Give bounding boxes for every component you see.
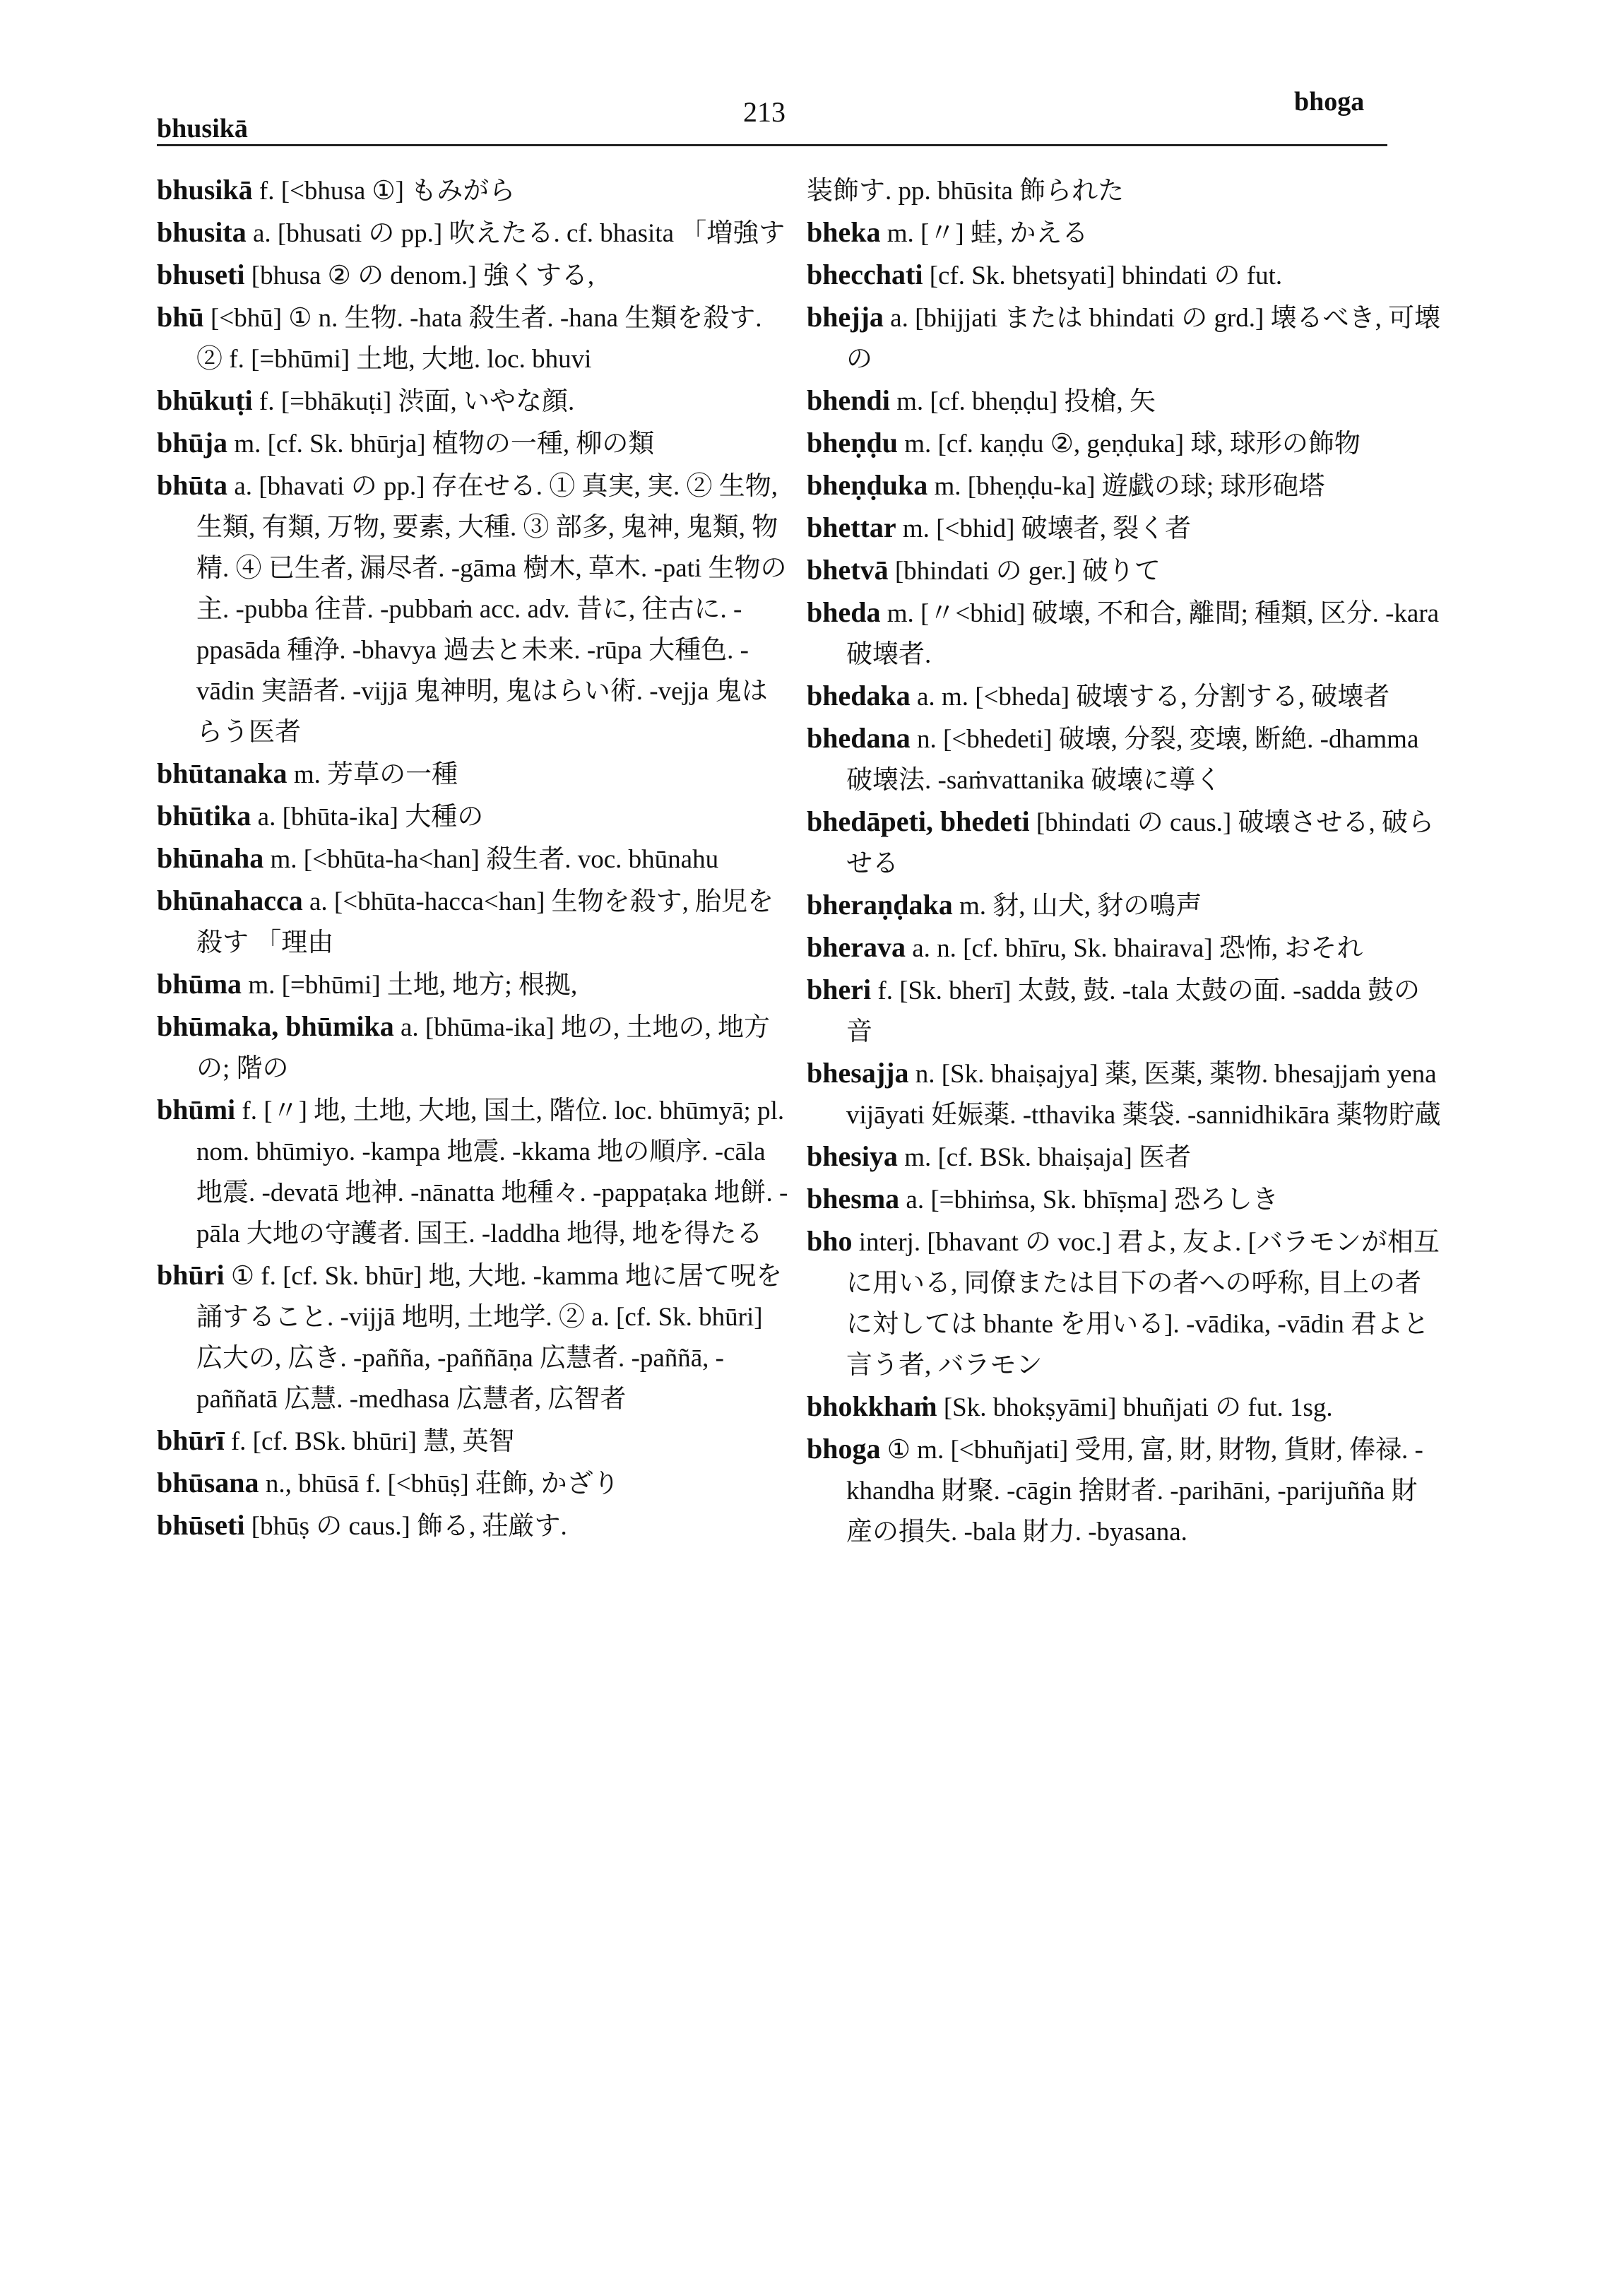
- dictionary-entry: [807, 1178, 1442, 1221]
- page-number: 213: [743, 96, 786, 128]
- entry-definition: m. [=bhūmi] 土地, 地方; 根拠,: [242, 971, 578, 1000]
- entry-definition: f. [<bhusa ①] もみがら: [252, 177, 516, 206]
- dictionary-entry: [807, 1136, 1442, 1178]
- entry-headword: bhūrī: [157, 1424, 225, 1456]
- entry-definition: f. [cf. BSk. bhūri] 慧, 英智: [224, 1427, 515, 1456]
- entry-definition: m. [<bhūta-ha<han] 殺生者. voc. bhūnahu: [263, 845, 719, 874]
- dictionary-entry: [157, 212, 793, 254]
- dictionary-entry: [157, 964, 793, 1006]
- entry-headword: bhūsana: [157, 1467, 259, 1498]
- entry-headword: bhejja: [807, 301, 884, 333]
- header-rule: [157, 144, 1387, 146]
- dictionary-entry: [807, 675, 1442, 718]
- entry-definition: m. [<bhid] 破壊者, 裂く者: [896, 514, 1192, 543]
- dictionary-entry: [157, 753, 793, 796]
- entry-definition: f. [〃] 地, 土地, 大地, 国土, 階位. loc. bhūmyā; pl. nom. bhūmiyo. -kampa 地震. -kkama 地の順序. -cāla 地震. -devatā 地神. -nānatta 地種々. -pappaṭaka 地餅. -pāla 大地の守護者. 国王. -laddha 地得, 地を得たる: [196, 1096, 788, 1248]
- entry-headword: bheraṇḍaka: [807, 889, 953, 921]
- entry-definition: m. 豺, 山犬, 豺の鳴声: [952, 892, 1202, 921]
- entry-definition: a. [bhūma-ika] 地の, 土地の, 地方の; 階の: [196, 1013, 771, 1083]
- dictionary-entry: [807, 380, 1442, 422]
- entry-headword: bhūtika: [157, 800, 251, 832]
- entry-definition: m. [cf. bheṇḍu] 投槍, 矢: [889, 387, 1156, 416]
- entry-definition: m. [cf. BSk. bhaiṣaja] 医者: [897, 1143, 1192, 1172]
- dictionary-entry: [157, 1255, 793, 1420]
- entry-headword: bhuseti: [157, 259, 245, 290]
- entry-headword: bhokkhaṁ: [807, 1390, 937, 1422]
- entry-headword: bhedaka: [807, 680, 911, 711]
- entry-headword: bhū: [157, 301, 204, 333]
- dictionary-entry: [807, 1386, 1442, 1429]
- entry-definition: a. [=bhiṁsa, Sk. bhīṣma] 恐ろしき: [899, 1186, 1279, 1214]
- entry-definition: f. [Sk. bherī] 太鼓, 鼓. -tala 太鼓の面. -sadda 鼓の音: [846, 976, 1420, 1046]
- left-column: [157, 170, 793, 1547]
- entry-definition: a. [<bhūta-hacca<han] 生物を殺す, 胎児を殺す 「理由: [196, 887, 774, 957]
- entry-headword: bhedāpeti, bhedeti: [807, 805, 1030, 837]
- dictionary-entry: [807, 550, 1442, 592]
- dictionary-entry: [157, 1462, 793, 1505]
- dictionary-entry: [157, 465, 793, 753]
- entry-headword: bhendi: [807, 384, 890, 416]
- dictionary-entry: [807, 969, 1442, 1053]
- entry-headword: bheṇḍuka: [807, 469, 928, 501]
- entry-definition: m. [cf. kaṇḍu ②, geṇḍuka] 球, 球形の飾物: [897, 430, 1361, 459]
- dictionary-entry: [157, 380, 793, 422]
- entry-definition: m. [cf. Sk. bhūrja] 植物の一種, 柳の類: [227, 430, 655, 459]
- entry-definition: a. n. [cf. bhīru, Sk. bhairava] 恐怖, おそれ: [906, 934, 1363, 963]
- entry-definition: [<bhū] ① n. 生物. -hata 殺生者. -hana 生類を殺す. ② f. [=bhūmi] 土地, 大地. loc. bhuvi: [196, 304, 762, 374]
- entry-headword: bhesajja: [807, 1057, 909, 1089]
- entry-headword: bhūnaha: [157, 842, 264, 874]
- entry-headword: bhūseti: [157, 1509, 245, 1541]
- dictionary-entry: [807, 718, 1442, 801]
- dictionary-entry: [157, 297, 793, 380]
- entry-headword: bhettar: [807, 512, 896, 543]
- dictionary-entry: [807, 507, 1442, 550]
- entry-headword: bhusikā: [157, 174, 253, 206]
- dictionary-entry: [157, 838, 793, 880]
- entry-headword: bhetvā: [807, 554, 889, 586]
- entry-definition: n. [<bhedeti] 破壊, 分裂, 変壊, 断絶. -dhamma 破壊法. -saṁvattanika 破壊に導く: [846, 725, 1419, 795]
- dictionary-entry: [157, 1420, 793, 1462]
- dictionary-entry: [807, 885, 1442, 927]
- dictionary-entry: [157, 422, 793, 465]
- dictionary-entry: [157, 1006, 793, 1089]
- dictionary-entry: [807, 465, 1442, 507]
- entry-definition: m. 芳草の一種: [287, 760, 458, 789]
- entry-headword: bhusita: [157, 216, 247, 248]
- entry-definition: a. m. [<bheda] 破壊する, 分割する, 破壊者: [910, 682, 1390, 711]
- entry-definition: a. [bhusati の pp.] 吹えたる. cf. bhasita 「増強す: [246, 219, 786, 248]
- dictionary-entry: [157, 1089, 793, 1255]
- entry-headword: bhūma: [157, 968, 242, 1000]
- entry-definition: m. [〃<bhid] 破壊, 不和合, 離間; 種類, 区分. -kara 破壊者.: [846, 599, 1440, 669]
- entry-definition: a. [bhavati の pp.] 存在せる. ① 真実, 実. ② 生物, 生類, 有類, 万物, 要素, 大種. ③ 部多, 鬼神, 鬼類, 物精. ④ 已生者, 漏尽者. -gāma 樹木, 草木. -pati 生物の主. -pubba 往昔. -pubbaṁ acc. adv. 昔に, 往古に. -ppasāda 種浄. -bhavya 過去と未来. -rūpa 大種色. -vādin 実語者. -vijjā 鬼神明, 鬼はらい術. -vejja 鬼はらう医者: [196, 472, 787, 747]
- right-column: [807, 170, 1442, 1553]
- dictionary-entry: [807, 170, 1442, 212]
- dictionary-entry: [807, 801, 1442, 885]
- entry-headword: bhesma: [807, 1183, 900, 1214]
- dictionary-entry: [807, 422, 1442, 465]
- entry-definition: ① f. [cf. Sk. bhūr] 地, 大地. -kamma 地に居て呪を誦すること. -vijjā 地明, 土地学. ② a. [cf. Sk. bhūri] 広大の, 広き. -pañña, -paññāṇa 広慧者. -paññā, -paññatā 広慧. -medhasa 広慧者, 広智者: [196, 1262, 783, 1414]
- entry-definition: [bhindati の ger.] 破りて: [888, 557, 1161, 586]
- dictionary-entry: [807, 254, 1442, 297]
- dictionary-entry: [807, 212, 1442, 254]
- header-left-word: bhusikā: [157, 114, 248, 143]
- entry-headword: bhūri: [157, 1259, 225, 1291]
- entry-headword: bhūja: [157, 427, 228, 459]
- entry-headword: bhūkuṭi: [157, 384, 253, 416]
- entry-definition: m. [〃] 蛙, かえる: [880, 219, 1089, 248]
- entry-headword: bhecchati: [807, 259, 923, 290]
- header-right-word: bhoga: [1294, 87, 1365, 117]
- entry-definition: [bhusa ② の denom.] 強くする,: [244, 261, 595, 290]
- dictionary-entry: [807, 1221, 1442, 1386]
- entry-headword: bhūmaka, bhūmika: [157, 1010, 394, 1042]
- dictionary-entry: [807, 1053, 1442, 1136]
- entry-definition: [bhindati の caus.] 破壊させる, 破らせる: [846, 808, 1435, 878]
- entry-definition: f. [=bhākuṭi] 渋面, いやな顔.: [252, 387, 575, 416]
- entry-definition: 装飾す. pp. bhūsita 飾られた: [807, 177, 1125, 206]
- entry-headword: bhūta: [157, 469, 228, 501]
- entry-headword: bho: [807, 1225, 853, 1257]
- entry-definition: a. [bhijjati または bhindati の grd.] 壊るべき, 可壊の: [846, 304, 1441, 374]
- entry-headword: bheka: [807, 216, 881, 248]
- entry-headword: bhūmi: [157, 1094, 236, 1125]
- entry-definition: m. [bheṇḍu-ka] 遊戯の球; 球形砲塔: [927, 472, 1325, 501]
- entry-headword: bhūtanaka: [157, 757, 288, 789]
- entry-headword: bhedana: [807, 722, 911, 754]
- entry-definition: n. [Sk. bhaiṣajya] 薬, 医薬, 薬物. bhesajjaṁ yena vijāyati 妊娠薬. -tthavika 薬袋. -sannidhikāra 薬物貯蔵: [846, 1060, 1441, 1130]
- dictionary-entry: [807, 927, 1442, 969]
- dictionary-entry: [807, 297, 1442, 380]
- dictionary-entry: [157, 254, 793, 297]
- entry-headword: bhūnahacca: [157, 885, 303, 916]
- entry-headword: bheṇḍu: [807, 427, 898, 459]
- entry-headword: bhoga: [807, 1433, 881, 1465]
- dictionary-entry: [157, 170, 793, 212]
- entry-headword: bherava: [807, 931, 906, 963]
- entry-headword: bhesiya: [807, 1140, 898, 1172]
- entry-definition: [bhūṣ の caus.] 飾る, 荘厳す.: [244, 1512, 567, 1541]
- entry-definition: [Sk. bhokṣyāmi] bhuñjati の fut. 1sg.: [937, 1393, 1333, 1422]
- dictionary-entry: [157, 796, 793, 838]
- entry-definition: ① m. [<bhuñjati] 受用, 富, 財, 財物, 貨財, 俸禄. -khandha 財聚. -cāgin 捨財者. -parihāni, -parijuñña 財産の損失. -bala 財力. -byasana.: [846, 1436, 1423, 1547]
- dictionary-entry: [807, 592, 1442, 675]
- entry-definition: a. [bhūta-ika] 大種の: [251, 803, 484, 832]
- entry-definition: n., bhūsā f. [<bhūṣ] 荘飾, かざり: [259, 1470, 620, 1498]
- entry-definition: [cf. Sk. bhetsyati] bhindati の fut.: [923, 261, 1283, 290]
- dictionary-entry: [157, 880, 793, 964]
- dictionary-entry: [807, 1429, 1442, 1553]
- entry-headword: bheri: [807, 974, 872, 1005]
- dictionary-entry: [157, 1505, 793, 1547]
- entry-headword: bheda: [807, 596, 881, 628]
- entry-definition: interj. [bhavant の voc.] 君よ, 友よ. [バラモンが相互に用いる, 同僚または目下の者への呼称, 目上の者に対しては bhante を用いる]. -vādika, -vādin 君よと言う者, バラモン: [846, 1228, 1440, 1380]
